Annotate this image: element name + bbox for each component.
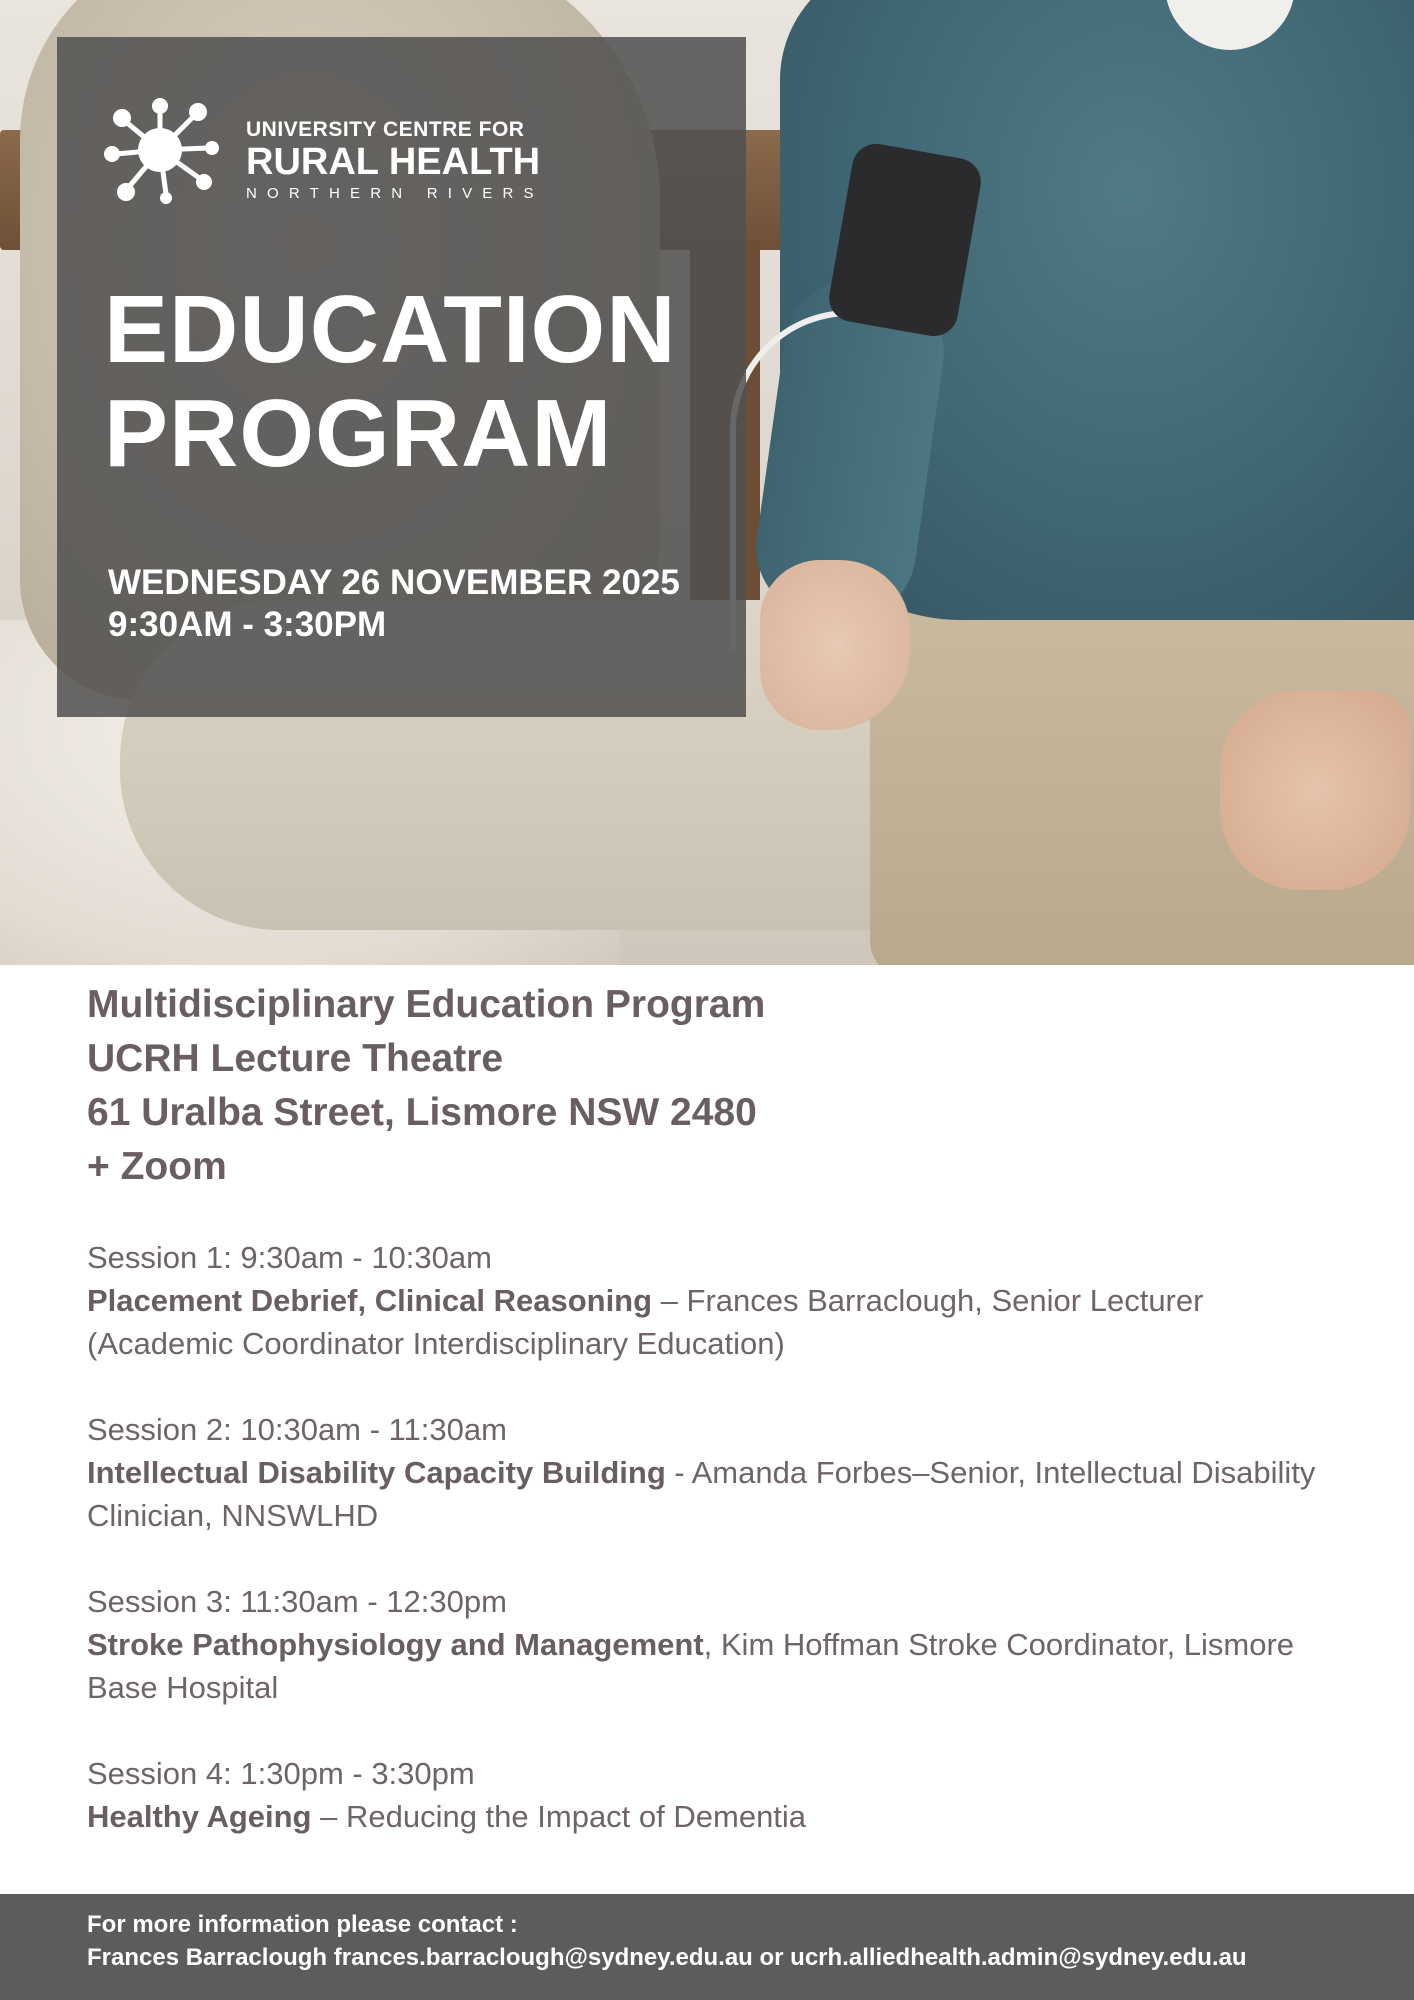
venue-address: 61 Uralba Street, Lismore NSW 2480 — [87, 1091, 757, 1134]
session-time: Session 4: 1:30pm - 3:30pm — [87, 1756, 475, 1791]
venue-online: + Zoom — [87, 1145, 227, 1188]
program-name: Multidisciplinary Education Program — [87, 983, 766, 1026]
session-detail: – Reducing the Impact of Dementia — [311, 1799, 807, 1834]
session-list — [87, 1236, 1347, 1881]
session-item-1 — [87, 1236, 1347, 1365]
venue-room: UCRH Lecture Theatre — [87, 1037, 504, 1080]
session-detail: - Amanda Forbes–Senior, Intellectual Disability Clinician, NNSWLHD — [87, 1455, 1316, 1533]
session-time: Session 2: 10:30am - 11:30am — [87, 1412, 507, 1447]
session-item-3 — [87, 1580, 1347, 1709]
session-detail: , Kim Hoffman Stroke Coordinator, Lismore Base Hospital — [87, 1627, 1295, 1705]
session-title: Intellectual Disability Capacity Building — [87, 1455, 666, 1490]
venue-details — [87, 978, 1287, 1194]
session-item-4 — [87, 1752, 1347, 1838]
event-date-day: WEDNESDAY 26 NOVEMBER 2025 — [108, 563, 680, 602]
session-item-2 — [87, 1408, 1347, 1537]
hand-on-knee — [1220, 690, 1410, 890]
title-line-2: PROGRAM — [104, 380, 613, 487]
logo-line-2: RURAL HEALTH — [246, 141, 541, 183]
title-line-1: EDUCATION — [104, 276, 677, 383]
page-title — [104, 278, 677, 486]
logo-line-3: NORTHERN RIVERS — [246, 185, 544, 202]
contact-footer — [0, 1894, 1414, 2000]
session-title: Stroke Pathophysiology and Management — [87, 1627, 704, 1662]
session-time: Session 1: 9:30am - 10:30am — [87, 1240, 492, 1275]
session-detail: – Frances Barraclough, Senior Lecturer (Academic Coordinator Interdisciplinary Education) — [87, 1283, 1204, 1361]
organisation-logo — [246, 118, 544, 204]
session-title: Placement Debrief, Clinical Reasoning — [87, 1283, 653, 1318]
session-time: Session 3: 11:30am - 12:30pm — [87, 1584, 507, 1619]
contact-details: Frances Barraclough frances.barraclough@sydney.edu.au or ucrh.alliedhealth.admin@sydney.edu.au — [87, 1944, 1247, 1971]
event-time: 9:30AM - 3:30PM — [108, 605, 387, 644]
molecule-network-icon — [104, 96, 220, 204]
logo-line-1: UNIVERSITY CENTRE FOR — [246, 118, 525, 141]
contact-heading: For more information please contact : — [87, 1911, 518, 1938]
session-title: Healthy Ageing — [87, 1799, 312, 1834]
event-date — [108, 562, 680, 646]
clenched-hand — [760, 560, 910, 730]
